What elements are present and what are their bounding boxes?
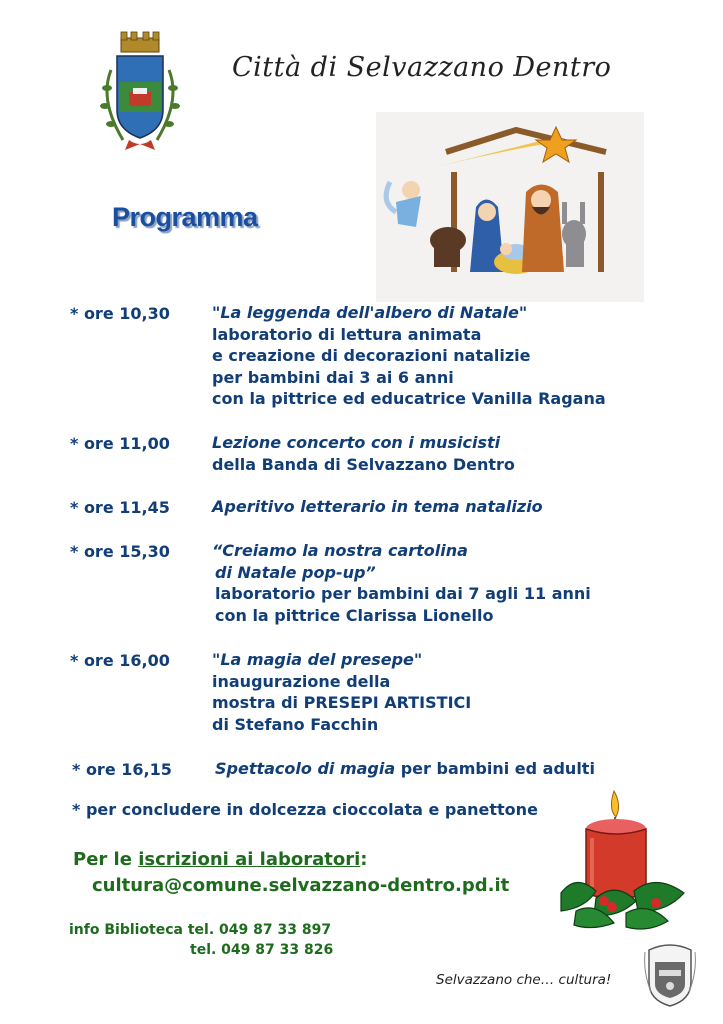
event-details: [212, 496, 543, 518]
registration-suffix: :: [360, 849, 368, 870]
footer-slogan: Selvazzano che… cultura!: [436, 972, 612, 988]
event-details: [212, 432, 515, 475]
christmas-candle-icon: [556, 783, 691, 933]
event-line: con la pittrice Clarissa Lionello: [215, 605, 494, 625]
event-time: * ore 16,00: [70, 651, 170, 670]
registration-prefix: Per le: [73, 849, 139, 870]
cultura-emblem-icon: [641, 942, 699, 1008]
event-line: della Banda di Selvazzano Dentro: [212, 454, 515, 474]
event-title: Spettacolo di magia: [215, 759, 396, 778]
event-line: laboratorio di lettura animata: [212, 324, 482, 344]
event-details: [215, 758, 595, 780]
event-title: Lezione concerto con i musicisti: [212, 433, 501, 452]
event-details: [212, 649, 471, 735]
registration-label: [73, 849, 367, 870]
event-time: * ore 15,30: [70, 542, 170, 561]
event-time: * ore 11,00: [70, 434, 170, 453]
event-line: con la pittrice ed educatrice Vanilla Ragana: [212, 389, 606, 409]
event-line: mostra di PRESEPI ARTISTICI: [212, 693, 472, 713]
library-phone-1: info Biblioteca tel. 049 87 33 897: [69, 922, 332, 938]
event-time: * ore 16,15: [72, 760, 172, 779]
event-line: per bambini dai 3 ai 6 anni: [212, 367, 454, 387]
city-title: Città di Selvazzano Dentro: [232, 52, 612, 83]
event-title: Aperitivo letterario in tema natalizio: [212, 497, 543, 516]
event-details: [212, 302, 606, 410]
registration-email-link[interactable]: cultura@comune.selvazzano-dentro.pd.it: [92, 875, 510, 896]
event-line: laboratorio per bambini dai 7 agli 11 anni: [215, 584, 591, 604]
closing-note: * per concludere in dolcezza cioccolata e panettone: [72, 800, 538, 819]
event-line: di Stefano Facchin: [212, 714, 379, 734]
event-line: e creazione di decorazioni natalizie: [212, 346, 531, 366]
registration-link[interactable]: iscrizioni ai laboratori: [138, 849, 361, 870]
nativity-scene-icon: [376, 112, 644, 302]
event-time: * ore 11,45: [70, 498, 170, 517]
event-title-suffix: per bambini ed adulti: [395, 759, 595, 778]
library-phone-2: tel. 049 87 33 826: [190, 942, 334, 958]
program-title: Programma: [112, 202, 258, 232]
event-title: "La magia del presepe": [212, 650, 423, 669]
event-time: * ore 10,30: [70, 304, 170, 323]
event-title-continued: di Natale pop-up”: [215, 562, 376, 582]
municipal-crest-icon: [93, 30, 188, 155]
event-line: inaugurazione della: [212, 671, 391, 691]
event-title: “Creiamo la nostra cartolina: [212, 541, 468, 560]
event-title: "La leggenda dell'albero di Natale": [212, 303, 528, 322]
event-details: [212, 540, 591, 626]
